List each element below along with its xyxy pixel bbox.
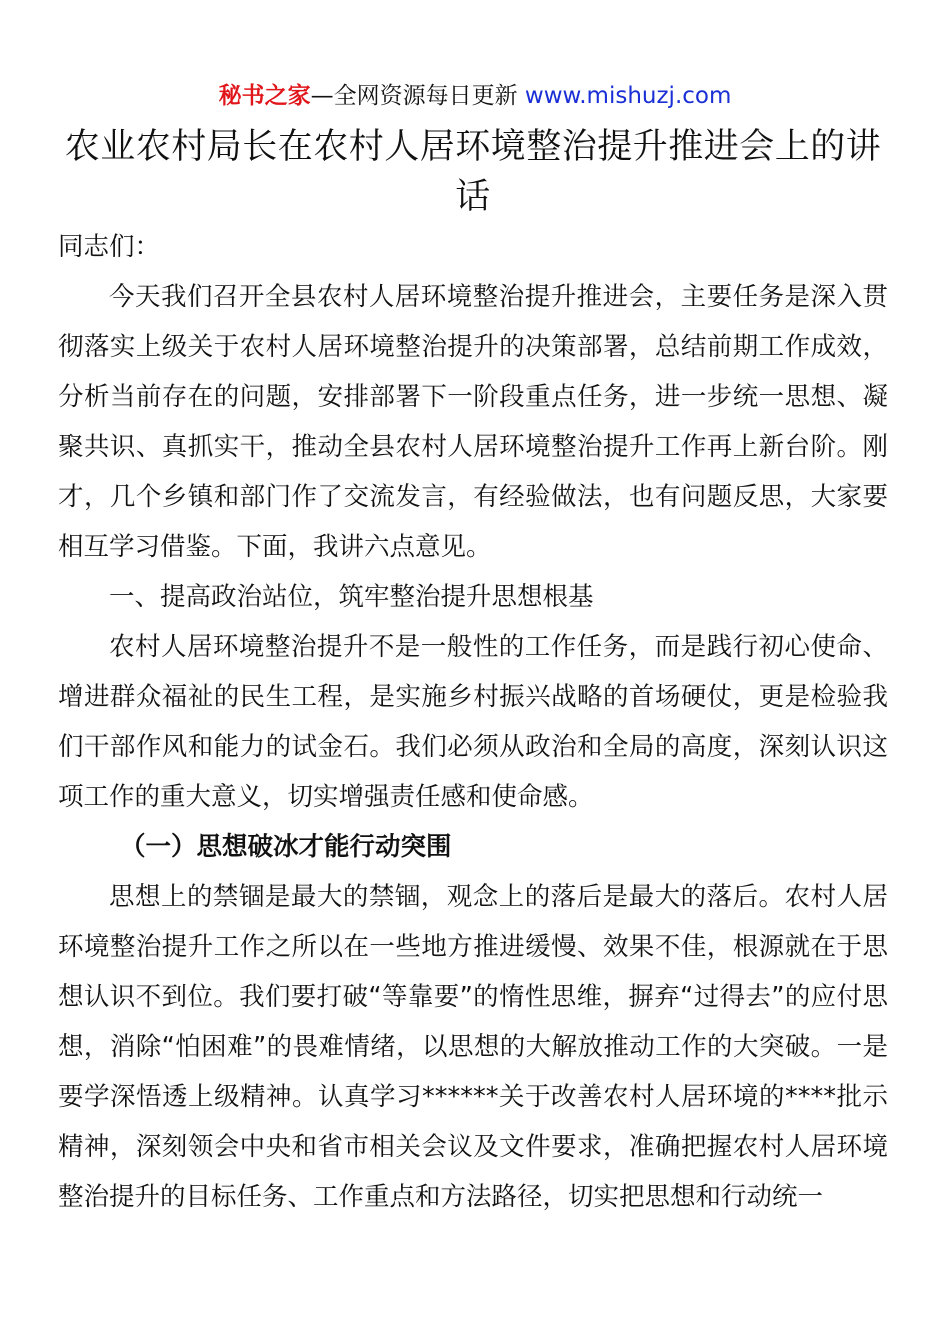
site-banner [0, 80, 950, 112]
sub-heading-1: （一）思想破冰才能行动突围 [120, 832, 452, 862]
document-body [58, 222, 888, 1222]
paragraph-sub-1: 思想上的禁锢是最大的禁锢，观念上的落后是最大的落后。农村人居环境整治提升工作之所以在一些地方推进缓慢、效果不佳，根源就在于思想认识不到位。我们要打破“等靠要”的惰性思维，摒弃“过得去”的应付思想，消除“怕困难”的畏难情绪，以思想的大解放推动工作的大突破。一是要学深悟透上级精神。认真学习******关于改善农村人居环境的****批示精神，深刻领会中央和省市相关会议及文件要求，准确把握农村人居环境整治提升的目标任务、工作重点和方法路径，切实把思想和行动统一 [58, 882, 888, 1212]
paragraph-intro: 今天我们召开全县农村人居环境整治提升推进会，主要任务是深入贯彻落实上级关于农村人居环境整治提升的决策部署，总结前期工作成效，分析当前存在的问题，安排部署下一阶段重点任务，进一步统一思想、凝聚共识、真抓实干，推动全县农村人居环境整治提升工作再上新台阶。刚才，几个乡镇和部门作了交流发言，有经验做法，也有问题反思，大家要相互学习借鉴。下面，我讲六点意见。 [58, 282, 888, 562]
banner-site-name: 秘书之家 [218, 83, 311, 109]
section-heading-1: 一、提高政治站位，筑牢整治提升思想根基 [109, 582, 594, 612]
banner-tagline: —全网资源每日更新 [310, 83, 525, 109]
salutation: 同志们： [58, 232, 161, 262]
banner-url-link[interactable]: www.mishuzj.com [524, 83, 732, 109]
paragraph-section-1: 农村人居环境整治提升不是一般性的工作任务，而是践行初心使命、增进群众福祉的民生工程，是实施乡村振兴战略的首场硬仗，更是检验我们干部作风和能力的试金石。我们必须从政治和全局的高度，深刻认识这项工作的重大意义，切实增强责任感和使命感。 [58, 632, 888, 812]
document-title: 农业农村局长在农村人居环境整治提升推进会上的讲话 [64, 127, 882, 217]
